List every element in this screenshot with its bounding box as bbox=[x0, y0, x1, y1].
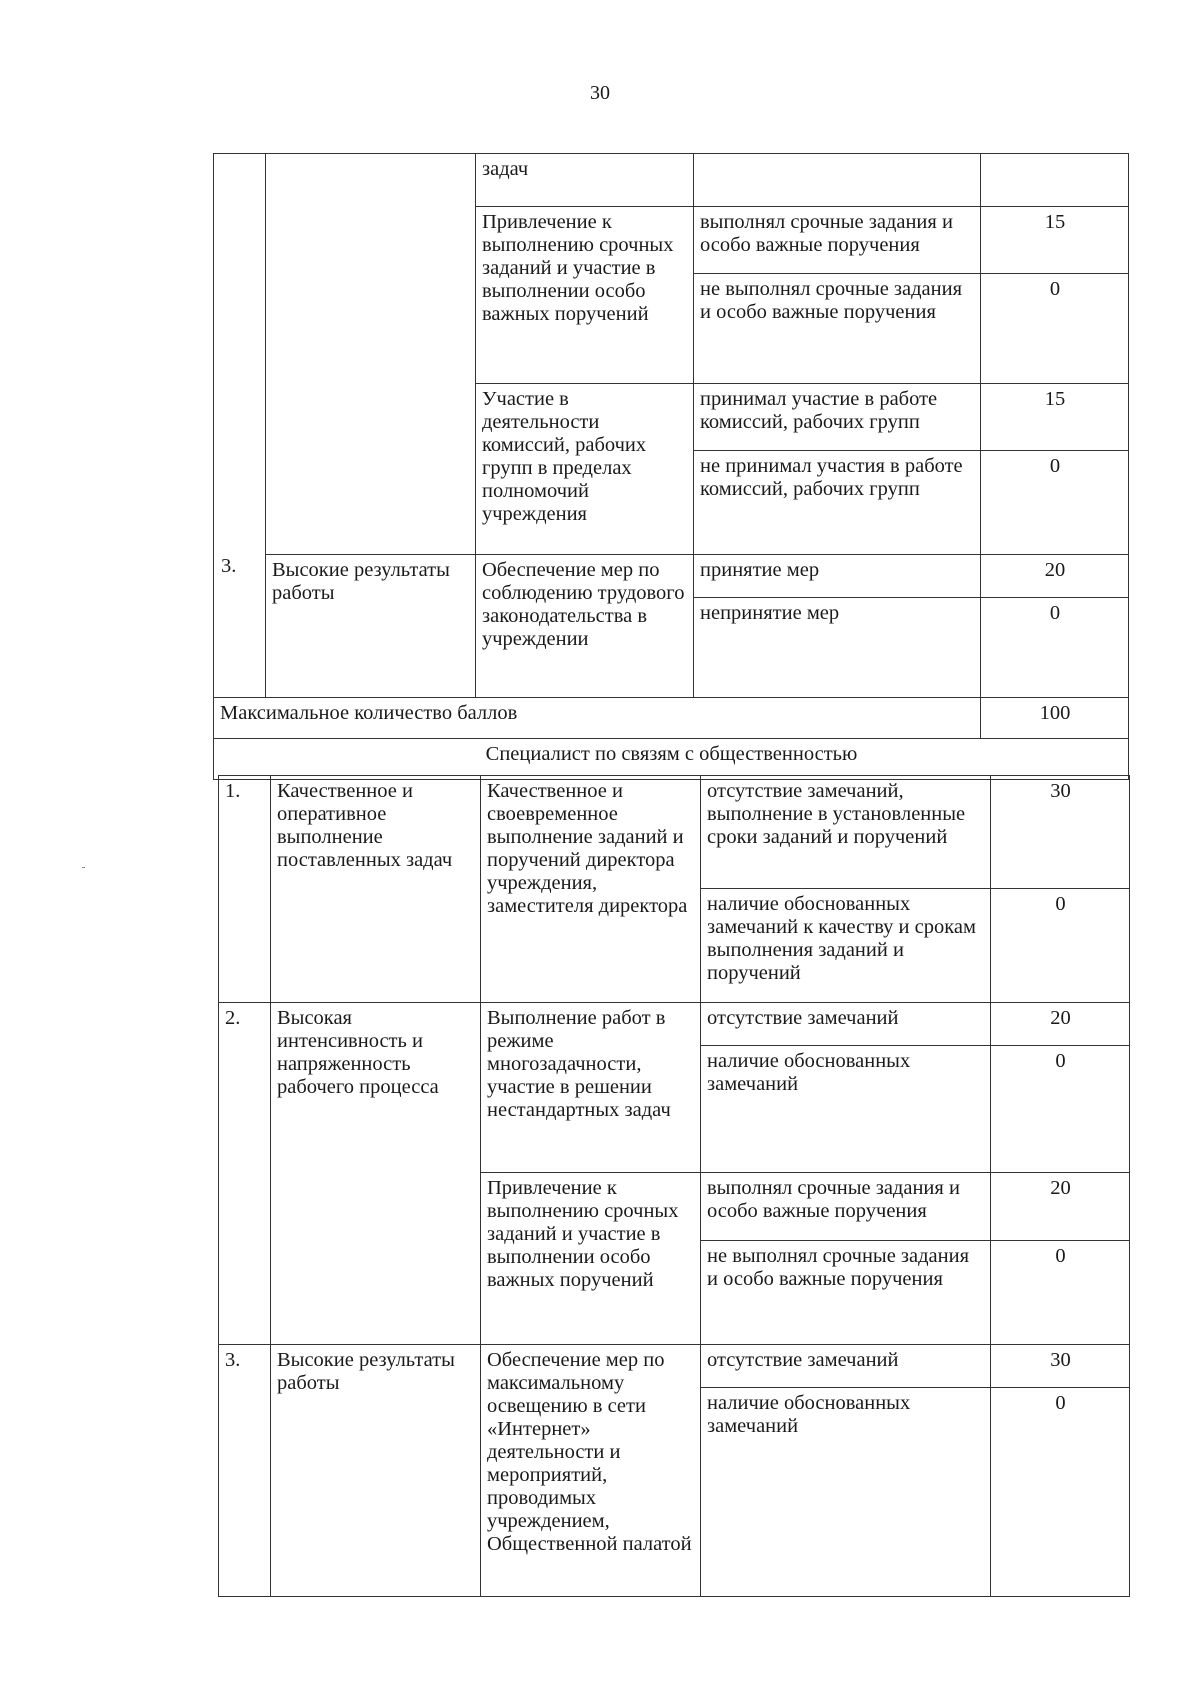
scan-speck bbox=[82, 867, 85, 868]
indicator-cell: Участие в деятельности комиссий, рабочих групп в пределах полномочий учреждения bbox=[476, 384, 694, 555]
item-number: 3. bbox=[219, 1345, 271, 1597]
table-row bbox=[219, 1003, 1130, 1046]
table-row bbox=[214, 555, 1129, 598]
score-cell: 20 bbox=[981, 555, 1129, 598]
condition-cell: выполнял срочные задания и особо важные поручения bbox=[701, 1173, 991, 1241]
item-name: Высокие результаты работы bbox=[266, 555, 476, 698]
max-score-label: Максимальное количество баллов bbox=[214, 698, 981, 739]
indicator-cell: Привлечение к выполнению срочных заданий и участие в выполнении особо важных поручений bbox=[476, 207, 694, 384]
indicator-cell: Выполнение работ в режиме многозадачности, участие в решении нестандартных задач bbox=[481, 1003, 701, 1173]
score-cell: 30 bbox=[991, 776, 1130, 889]
condition-cell: выполнял срочные задания и особо важные поручения bbox=[694, 207, 981, 274]
score-cell: 20 bbox=[991, 1173, 1130, 1241]
max-score-value: 100 bbox=[981, 698, 1129, 739]
condition-cell: отсутствие замечаний bbox=[701, 1003, 991, 1046]
score-cell: 0 bbox=[981, 598, 1129, 698]
condition-cell-empty bbox=[694, 154, 981, 207]
num-cell-empty bbox=[214, 154, 266, 698]
page-number: 30 bbox=[590, 82, 610, 104]
item-name: Качественное и оперативное выполнение поставленных задач bbox=[271, 776, 481, 1003]
item-number: 1. bbox=[219, 776, 271, 1003]
criteria-table-continuation bbox=[213, 153, 1129, 780]
score-cell: 0 bbox=[991, 1046, 1130, 1173]
table-row bbox=[214, 739, 1129, 780]
score-cell: 0 bbox=[991, 1241, 1130, 1345]
table-row bbox=[219, 1345, 1130, 1388]
score-cell: 0 bbox=[981, 451, 1129, 555]
indicator-cell: Привлечение к выполнению срочных заданий и участие в выполнении особо важных поручений bbox=[481, 1173, 701, 1345]
condition-cell: отсутствие замечаний bbox=[701, 1345, 991, 1388]
score-cell: 30 bbox=[991, 1345, 1130, 1388]
condition-cell: наличие обоснованных замечаний bbox=[701, 1046, 991, 1173]
indicator-cell: задач bbox=[476, 154, 694, 207]
position-title: Специалист по связям с общественностью bbox=[214, 739, 1129, 780]
condition-cell: не выполнял срочные задания и особо важные поручения bbox=[694, 274, 981, 384]
table-row bbox=[214, 154, 1129, 207]
item-name: Высокие результаты работы bbox=[271, 1345, 481, 1597]
condition-cell: принятие мер bbox=[694, 555, 981, 598]
score-cell: 0 bbox=[991, 1388, 1130, 1597]
indicator-cell: Обеспечение мер по максимальному освещению в сети «Интернет» деятельности и мероприятий, проводимых учреждением, Общественной палатой bbox=[481, 1345, 701, 1597]
score-cell: 20 bbox=[991, 1003, 1130, 1046]
condition-cell: принимал участие в работе комиссий, рабочих групп bbox=[694, 384, 981, 451]
score-cell-empty bbox=[981, 154, 1129, 207]
score-cell: 15 bbox=[981, 207, 1129, 274]
name-cell-empty bbox=[266, 154, 476, 555]
table-row bbox=[214, 698, 1129, 739]
indicator-cell: Качественное и своевременное выполнение заданий и поручений директора учреждения, заместителя директора bbox=[481, 776, 701, 1003]
condition-cell: не принимал участия в работе комиссий, рабочих групп bbox=[694, 451, 981, 555]
item-number: 2. bbox=[219, 1003, 271, 1345]
condition-cell: наличие обоснованных замечаний bbox=[701, 1388, 991, 1597]
condition-cell: не выполнял срочные задания и особо важные поручения bbox=[701, 1241, 991, 1345]
table-row bbox=[219, 776, 1130, 889]
condition-cell: отсутствие замечаний, выполнение в установленные сроки заданий и поручений bbox=[701, 776, 991, 889]
condition-cell: непринятие мер bbox=[694, 598, 981, 698]
item-number: 3. bbox=[221, 555, 237, 577]
score-cell: 15 bbox=[981, 384, 1129, 451]
score-cell: 0 bbox=[991, 889, 1130, 1003]
item-name: Высокая интенсивность и напряженность рабочего процесса bbox=[271, 1003, 481, 1345]
criteria-table-pr-specialist bbox=[218, 775, 1130, 1597]
indicator-cell: Обеспечение мер по соблюдению трудового законодательства в учреждении bbox=[476, 555, 694, 698]
score-cell: 0 bbox=[981, 274, 1129, 384]
condition-cell: наличие обоснованных замечаний к качеству и срокам выполнения заданий и поручений bbox=[701, 889, 991, 1003]
